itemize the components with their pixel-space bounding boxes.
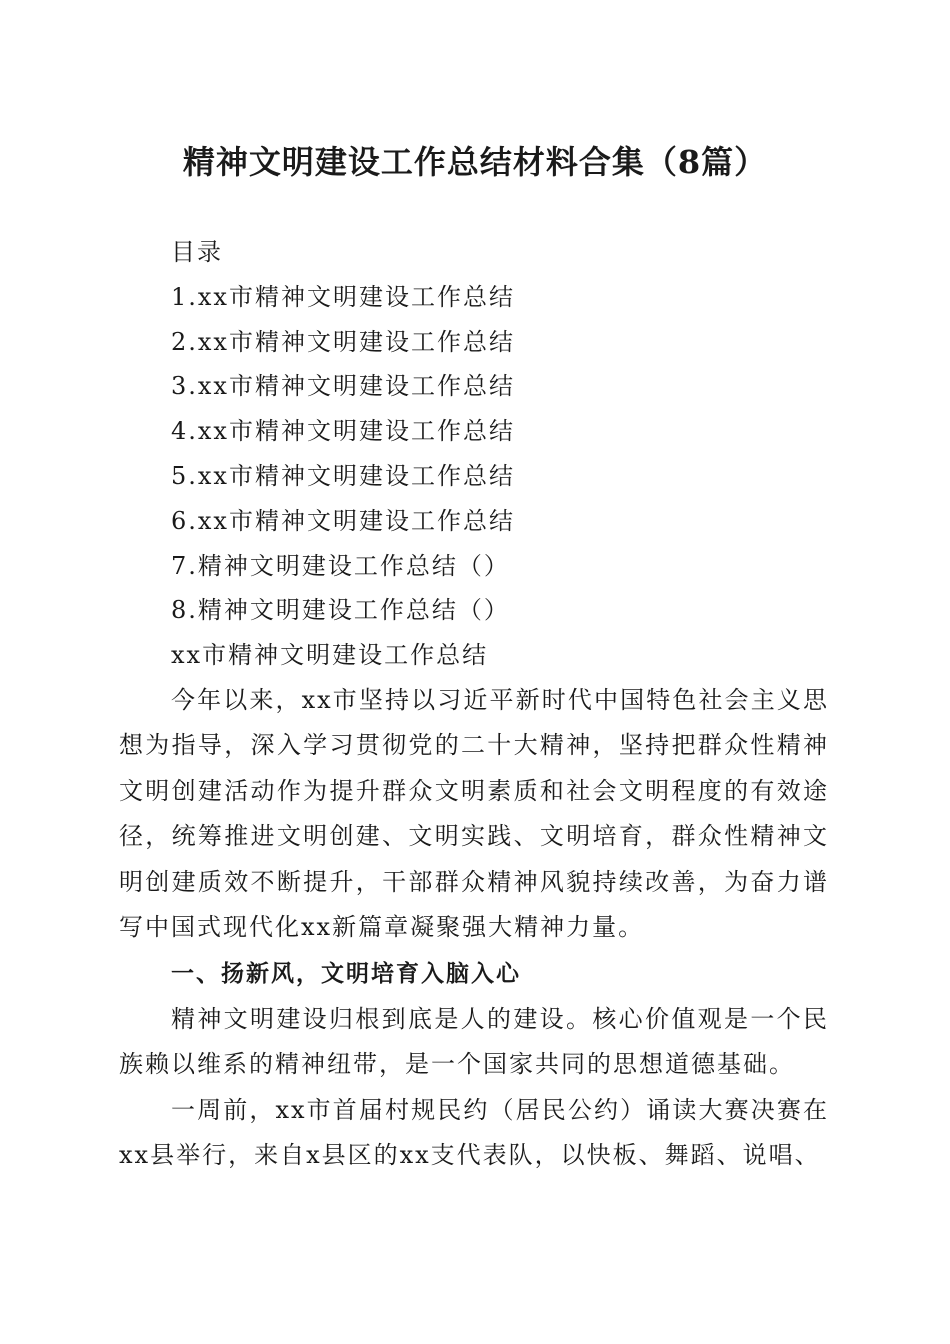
document-body — [119, 230, 829, 1179]
section-title: xx市精神文明建设工作总结 — [171, 641, 489, 670]
toc-item-4[interactable]: 4.xx市精神文明建设工作总结 — [171, 417, 515, 446]
toc-item-2[interactable]: 2.xx市精神文明建设工作总结 — [171, 327, 515, 356]
toc-item-3[interactable]: 3.xx市精神文明建设工作总结 — [171, 372, 515, 401]
toc-item-1[interactable]: 1.xx市精神文明建设工作总结 — [171, 282, 515, 311]
toc-item-7[interactable]: 7.精神文明建设工作总结（） — [171, 551, 510, 580]
toc-item-8[interactable]: 8.精神文明建设工作总结（） — [171, 596, 510, 625]
section-heading-1: 一、扬新风，文明培育入脑入心 — [171, 960, 521, 987]
paragraph-2: 精神文明建设归根到底是人的建设。核心价值观是一个民族赖以维系的精神纽带，是一个国家共同的思想道德基础。 — [119, 1004, 829, 1079]
intro-paragraph: 今年以来，xx市坚持以习近平新时代中国特色社会主义思想为指导，深入学习贯彻党的二十大精神，坚持把群众性精神文明创建活动作为提升群众文明素质和社会文明程度的有效途径，统筹推进文明创建、文明实践、文明培育，群众性精神文明创建质效不断提升，干部群众精神风貌持续改善，为奋力谱写中国式现代化xx新篇章凝聚强大精神力量。 — [119, 685, 829, 942]
toc-label: 目录 — [171, 238, 223, 266]
document-title: 精神文明建设工作总结材料合集（8篇） — [182, 143, 768, 181]
paragraph-3: 一周前，xx市首届村规民约（居民公约）诵读大赛决赛在xx县举行，来自x县区的xx支代表队，以快板、舞蹈、说唱、 — [119, 1095, 829, 1170]
toc-item-5[interactable]: 5.xx市精神文明建设工作总结 — [171, 461, 515, 490]
toc-item-6[interactable]: 6.xx市精神文明建设工作总结 — [171, 506, 515, 535]
